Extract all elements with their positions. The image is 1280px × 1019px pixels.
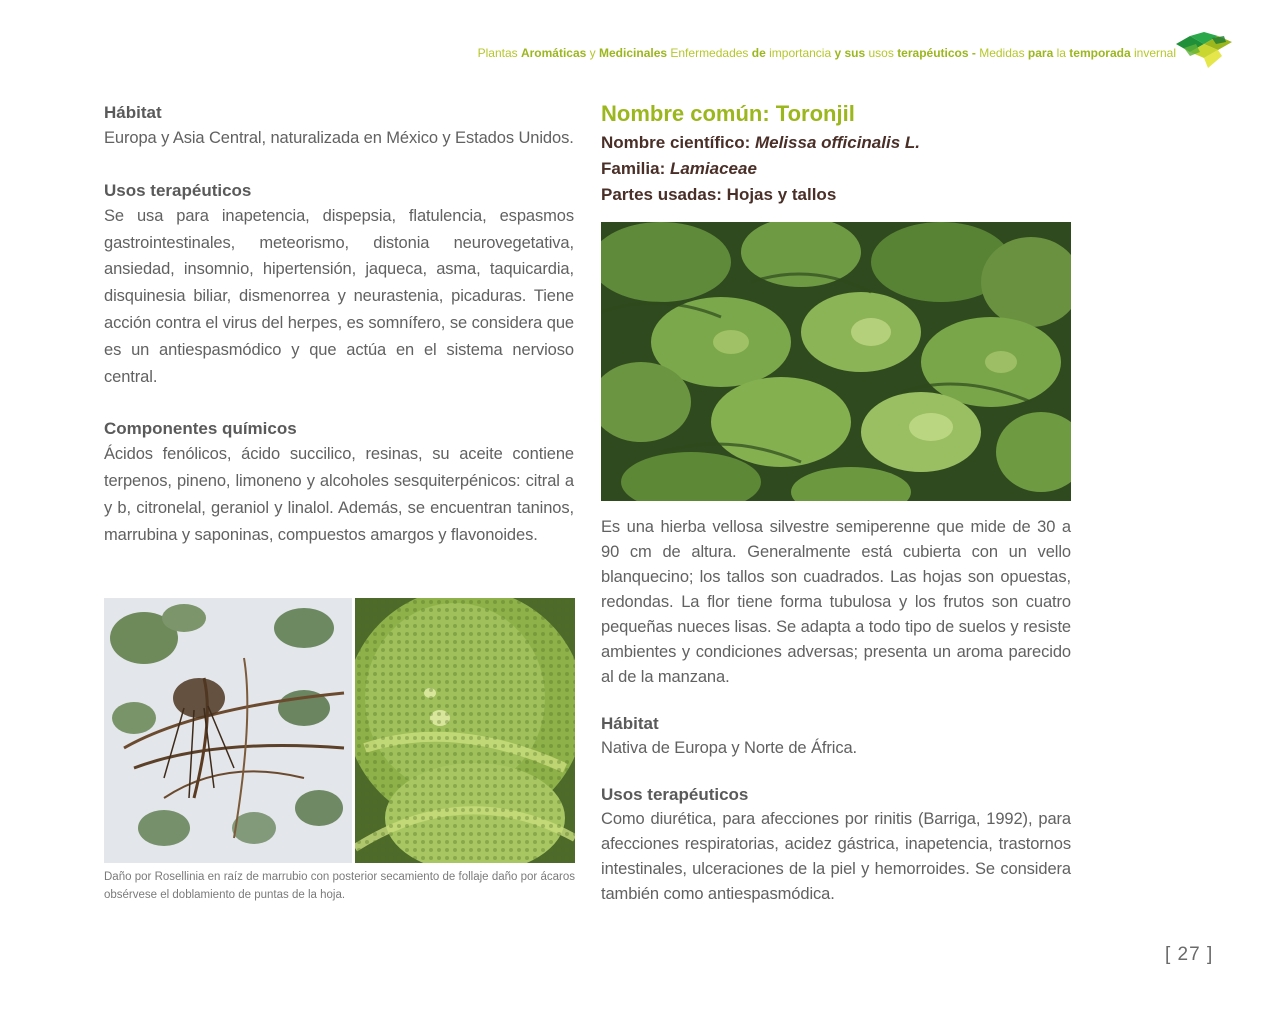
header-segment: Medidas	[975, 46, 1028, 60]
right-body	[601, 515, 1071, 907]
header-segment: de	[751, 46, 766, 60]
header-segment: Aromáticas	[520, 46, 587, 60]
header-segment: Plantas	[477, 46, 521, 60]
componentes-heading: Componentes químicos	[104, 419, 297, 439]
photo-caption: Daño por Rosellinia en raíz de marrubio con posterior secamiento de follaje daño por ácaros obsérvese el doblamiento de puntas de la hoja.	[104, 871, 575, 901]
header-segment: y sus	[834, 46, 866, 60]
header-segment: Medicinales	[599, 46, 668, 60]
componentes-text: Ácidos fenólicos, ácido succilico, resinas, su aceite contiene terpenos, pineno, limoneno y alcoholes sesquiterpénicos: citral a y b, citronelal, geraniol y linalol. Además, se encuentran taninos, marrubina y saponinas, compuestos amargos y flavonoides.	[104, 445, 574, 544]
header-segment: terapéuticos -	[897, 46, 976, 60]
header-segment: la	[1053, 46, 1070, 60]
usos-heading: Usos terapéuticos	[104, 180, 252, 200]
header-segment: y	[586, 46, 600, 60]
header-segment: Enfermedades	[667, 46, 752, 60]
left-column	[104, 100, 574, 571]
running-header	[478, 46, 1176, 60]
right-column	[601, 100, 1071, 208]
page-number: [ 27 ]	[1165, 944, 1214, 965]
header-segment: temporada	[1069, 46, 1131, 60]
header-segment: invernal	[1130, 46, 1176, 60]
leaf-damage-photo	[355, 598, 575, 863]
toronjil-photo	[601, 222, 1071, 501]
habitat-heading-right: Hábitat	[601, 714, 659, 733]
header-segment: importancia	[765, 46, 835, 60]
habitat-text: Europa y Asia Central, naturalizada en México y Estados Unidos.	[104, 129, 574, 147]
parts-used: Partes usadas: Hojas y tallos	[601, 185, 837, 204]
habitat-text-right: Nativa de Europa y Norte de África.	[601, 739, 858, 757]
scientific-name: Nombre científico: Melissa officinalis L.	[601, 133, 920, 152]
habitat-heading: Hábitat	[104, 103, 162, 122]
usos-text: Se usa para inapetencia, dispepsia, flatulencia, espasmos gastrointestinales, meteorismo, distonia neurovegetativa, ansiedad, insomnio, hipertensión, jaqueca, asma, taquicardia, disquinesia biliar, dismenorrea y neurastenia, picaduras. Tiene acción contra el virus del herpes, es somnífero, se considera que es un antiespasmódico y que actúa en el sistema nervioso central.	[104, 206, 574, 386]
common-name-title: Nombre común: Toronjil	[601, 101, 855, 126]
header-segment: usos	[865, 46, 898, 60]
usos-heading-right: Usos terapéuticos	[601, 785, 749, 804]
usos-text-right: Como diurética, para afecciones por rinitis (Barriga, 1992), para afecciones respiratorias, acidez gástrica, inapetencia, trastornos intestinales, ulceraciones de la piel y hemorroides. Se considera también como antiespasmódica.	[601, 810, 1071, 903]
header-segment: para	[1027, 46, 1054, 60]
root-damage-photo	[104, 598, 352, 863]
logo-icon	[1176, 32, 1232, 70]
description-text: Es una hierba vellosa silvestre semiperenne que mide de 30 a 90 cm de altura. Generalmente está cubierta con un vello blanquecino; los tallos son cuadrados. Las hojas son opuestas, redondas. La flor tiene forma tubulosa y los frutos son cuatro pequeñas nueces lisas. Se adapta a todo tipo de suelos y resiste ambientes y condiciones adversas; presenta un aroma parecido al de la manzana.	[601, 518, 1071, 686]
family: Familia: Lamiaceae	[601, 159, 757, 178]
